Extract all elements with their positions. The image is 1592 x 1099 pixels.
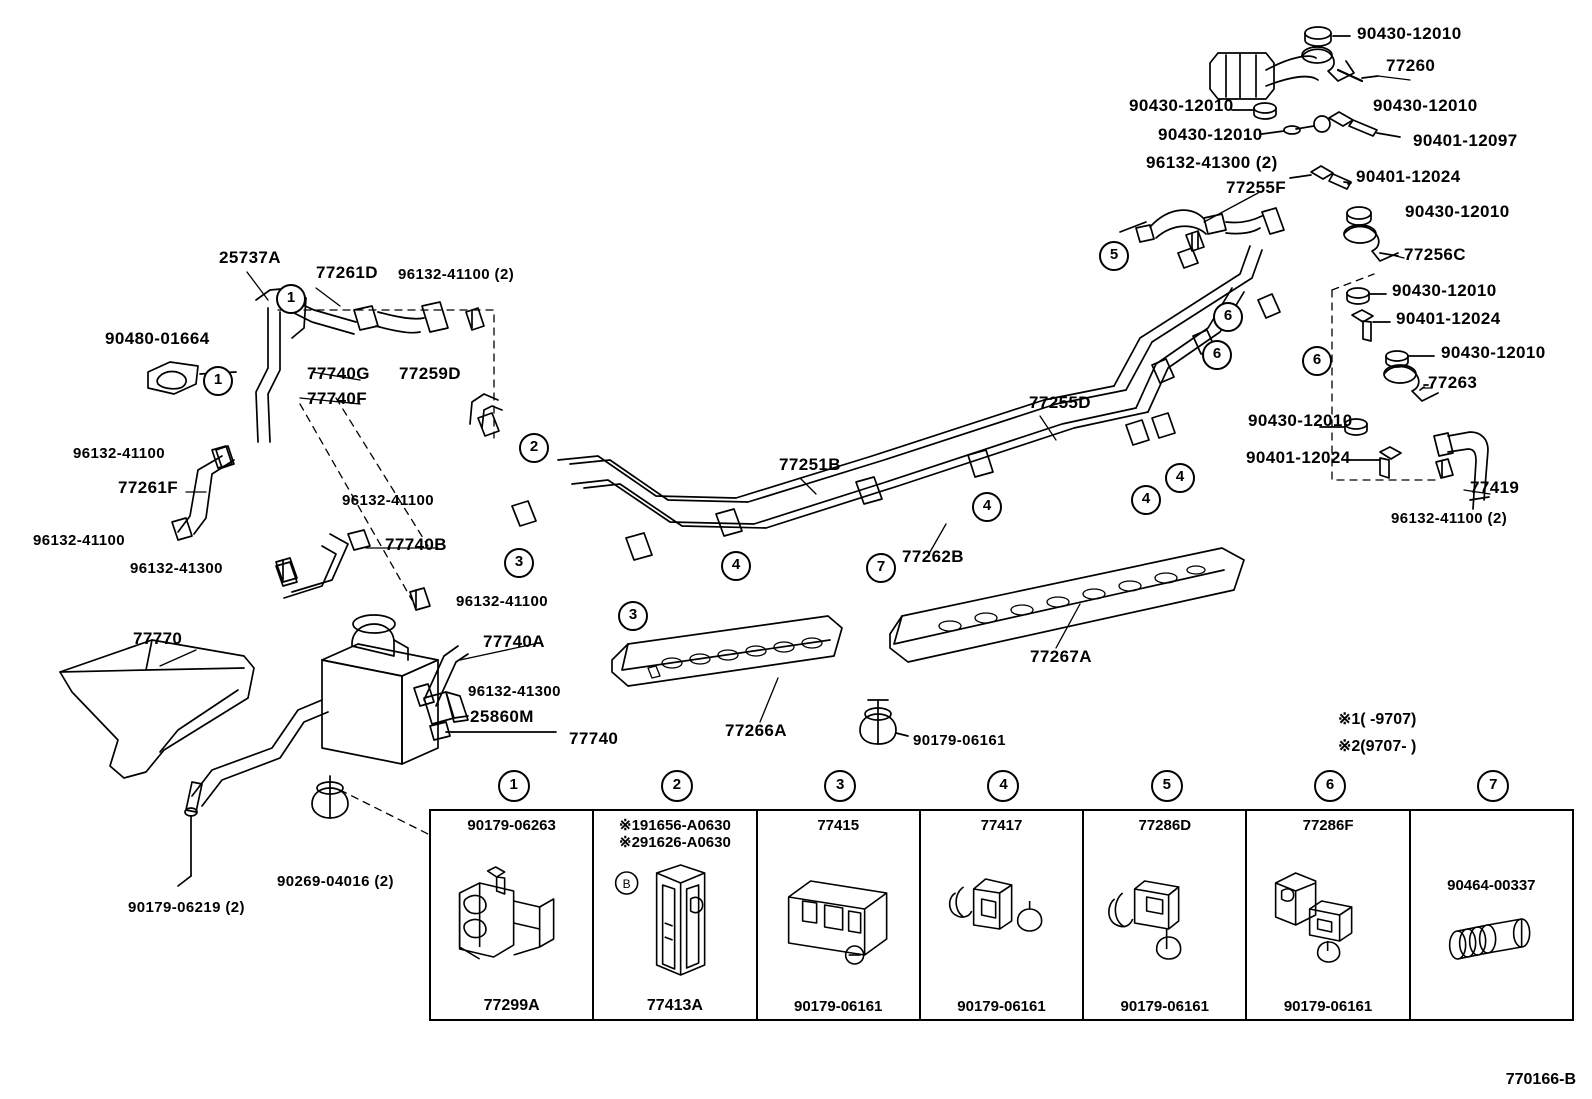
part-label: 90430-12010 [1441,343,1546,362]
legend-part-number: 77299A [483,997,540,1014]
part-label: 96132-41100 [342,492,434,509]
legend-top-line1: ※191656-A0630 [619,817,731,834]
part-label: 77740G [307,364,370,383]
svg-text:B: B [622,877,631,891]
part-label: 77267A [1030,647,1092,666]
part-label: 90430-12010 [1248,411,1353,430]
legend-cell-6 [1247,776,1410,1019]
legend-marker-5: 5 [1151,770,1183,802]
callout-3: 3 [504,548,534,578]
legend-part-number: 90179-06161 [1120,998,1209,1015]
callout-4: 4 [1165,463,1195,493]
part-label: 96132-41100 (2) [398,266,515,283]
part-label: 96132-41300 [130,560,223,577]
legend-cell-4 [921,776,1084,1019]
callout-4: 4 [972,492,1002,522]
part-label: 90401-12097 [1413,131,1518,150]
legend-marker-7: 7 [1477,770,1509,802]
part-label: 90179-06161 [913,732,1006,749]
legend-marker-1: 1 [498,770,530,802]
part-label: 77740 [569,729,619,748]
part-label: 77419 [1470,478,1520,497]
legend-top-label: 77286D [1138,817,1192,834]
legend-art-77417 [921,837,1082,987]
part-label: 77266A [725,721,787,740]
legend-marker-6: 6 [1314,770,1346,802]
part-label: 90430-12010 [1392,281,1497,300]
legend-cell-3 [758,776,921,1019]
part-label: 90430-12010 [1373,96,1478,115]
part-label: 77261D [316,263,378,282]
callout-3: 3 [618,601,648,631]
part-label: 77740A [483,632,545,651]
legend-marker-3: 3 [824,770,856,802]
legend-art-77286f [1247,837,1408,987]
footnote-1: ※1( -9707) [1338,711,1417,728]
legend-marker-2: 2 [661,770,693,802]
legend-top-label: 77286F [1302,817,1354,834]
part-label: 90430-12010 [1405,202,1510,221]
part-label: 90401-12024 [1246,448,1351,467]
legend-top-line2: ※291626-A0630 [619,834,731,851]
part-label: 96132-41300 [468,683,561,700]
part-label: 25737A [219,248,281,267]
part-label: 96132-41100 (2) [1391,510,1508,527]
part-label: 90179-06219 (2) [128,899,245,916]
legend-cell-7 [1411,776,1572,1019]
part-label: 90480-01664 [105,329,210,348]
part-label: 77251B [779,455,841,474]
callout-2: 2 [519,433,549,463]
part-label: 25860M [470,707,534,726]
part-label: 90430-12010 [1357,24,1462,43]
part-label: 77263 [1428,373,1478,392]
legend-top-label: 77415 [817,817,860,834]
legend-part-number: 77413A [646,997,703,1014]
callout-1: 1 [276,284,306,314]
callout-6: 6 [1213,302,1243,332]
legend-art-77415 [758,837,919,987]
legend-cell-5 [1084,776,1247,1019]
legend-part-number: 90179-06161 [793,998,883,1015]
part-label: 90401-12024 [1396,309,1501,328]
part-label: 96132-41300 (2) [1146,153,1278,172]
part-label: 90430-12010 [1158,125,1263,144]
legend-art-77286d [1084,837,1245,987]
legend-top-label: 90179-06263 [467,817,556,834]
part-label: 77260 [1386,56,1436,75]
callout-4: 4 [1131,485,1161,515]
part-label: 77770 [133,629,183,648]
part-label: 90401-12024 [1356,167,1461,186]
legend-art-77299a [431,837,592,987]
legend-part-number: 90179-06161 [957,998,1046,1015]
part-label: 77255D [1029,393,1091,412]
callout-7: 7 [866,553,896,583]
callout-1: 1 [203,366,233,396]
legend-part-number: 90179-06161 [1283,998,1373,1015]
part-label: 77740F [307,389,368,408]
part-label: 77255F [1226,178,1287,197]
callout-4: 4 [721,551,751,581]
legend-cell-2 [594,776,757,1019]
part-label: 96132-41100 [456,593,548,610]
part-label: 77259D [399,364,461,383]
legend-top-label: 90464-00337 [1447,877,1536,894]
legend-art-77413a [594,837,755,987]
callout-5: 5 [1099,241,1129,271]
legend-top-label: 77417 [980,817,1023,834]
legend-marker-4: 4 [987,770,1019,802]
part-label: 96132-41100 [33,532,125,549]
part-label: 90269-04016 (2) [277,873,394,890]
footnote-2: ※2(9707- ) [1338,738,1417,755]
part-label: 90430-12010 [1129,96,1234,115]
callout-6: 6 [1202,340,1232,370]
drawing-number: 770166-B [1505,1071,1576,1088]
part-label: 77256C [1404,245,1466,264]
part-label: 77262B [902,547,964,566]
legend-table [429,776,1574,1021]
part-label: 77261F [118,478,179,497]
part-label: 96132-41100 [73,445,165,462]
legend-cell-1 [431,776,594,1019]
part-label: 77740B [385,535,447,554]
callout-6: 6 [1302,346,1332,376]
legend-art-90464 [1411,837,1572,987]
